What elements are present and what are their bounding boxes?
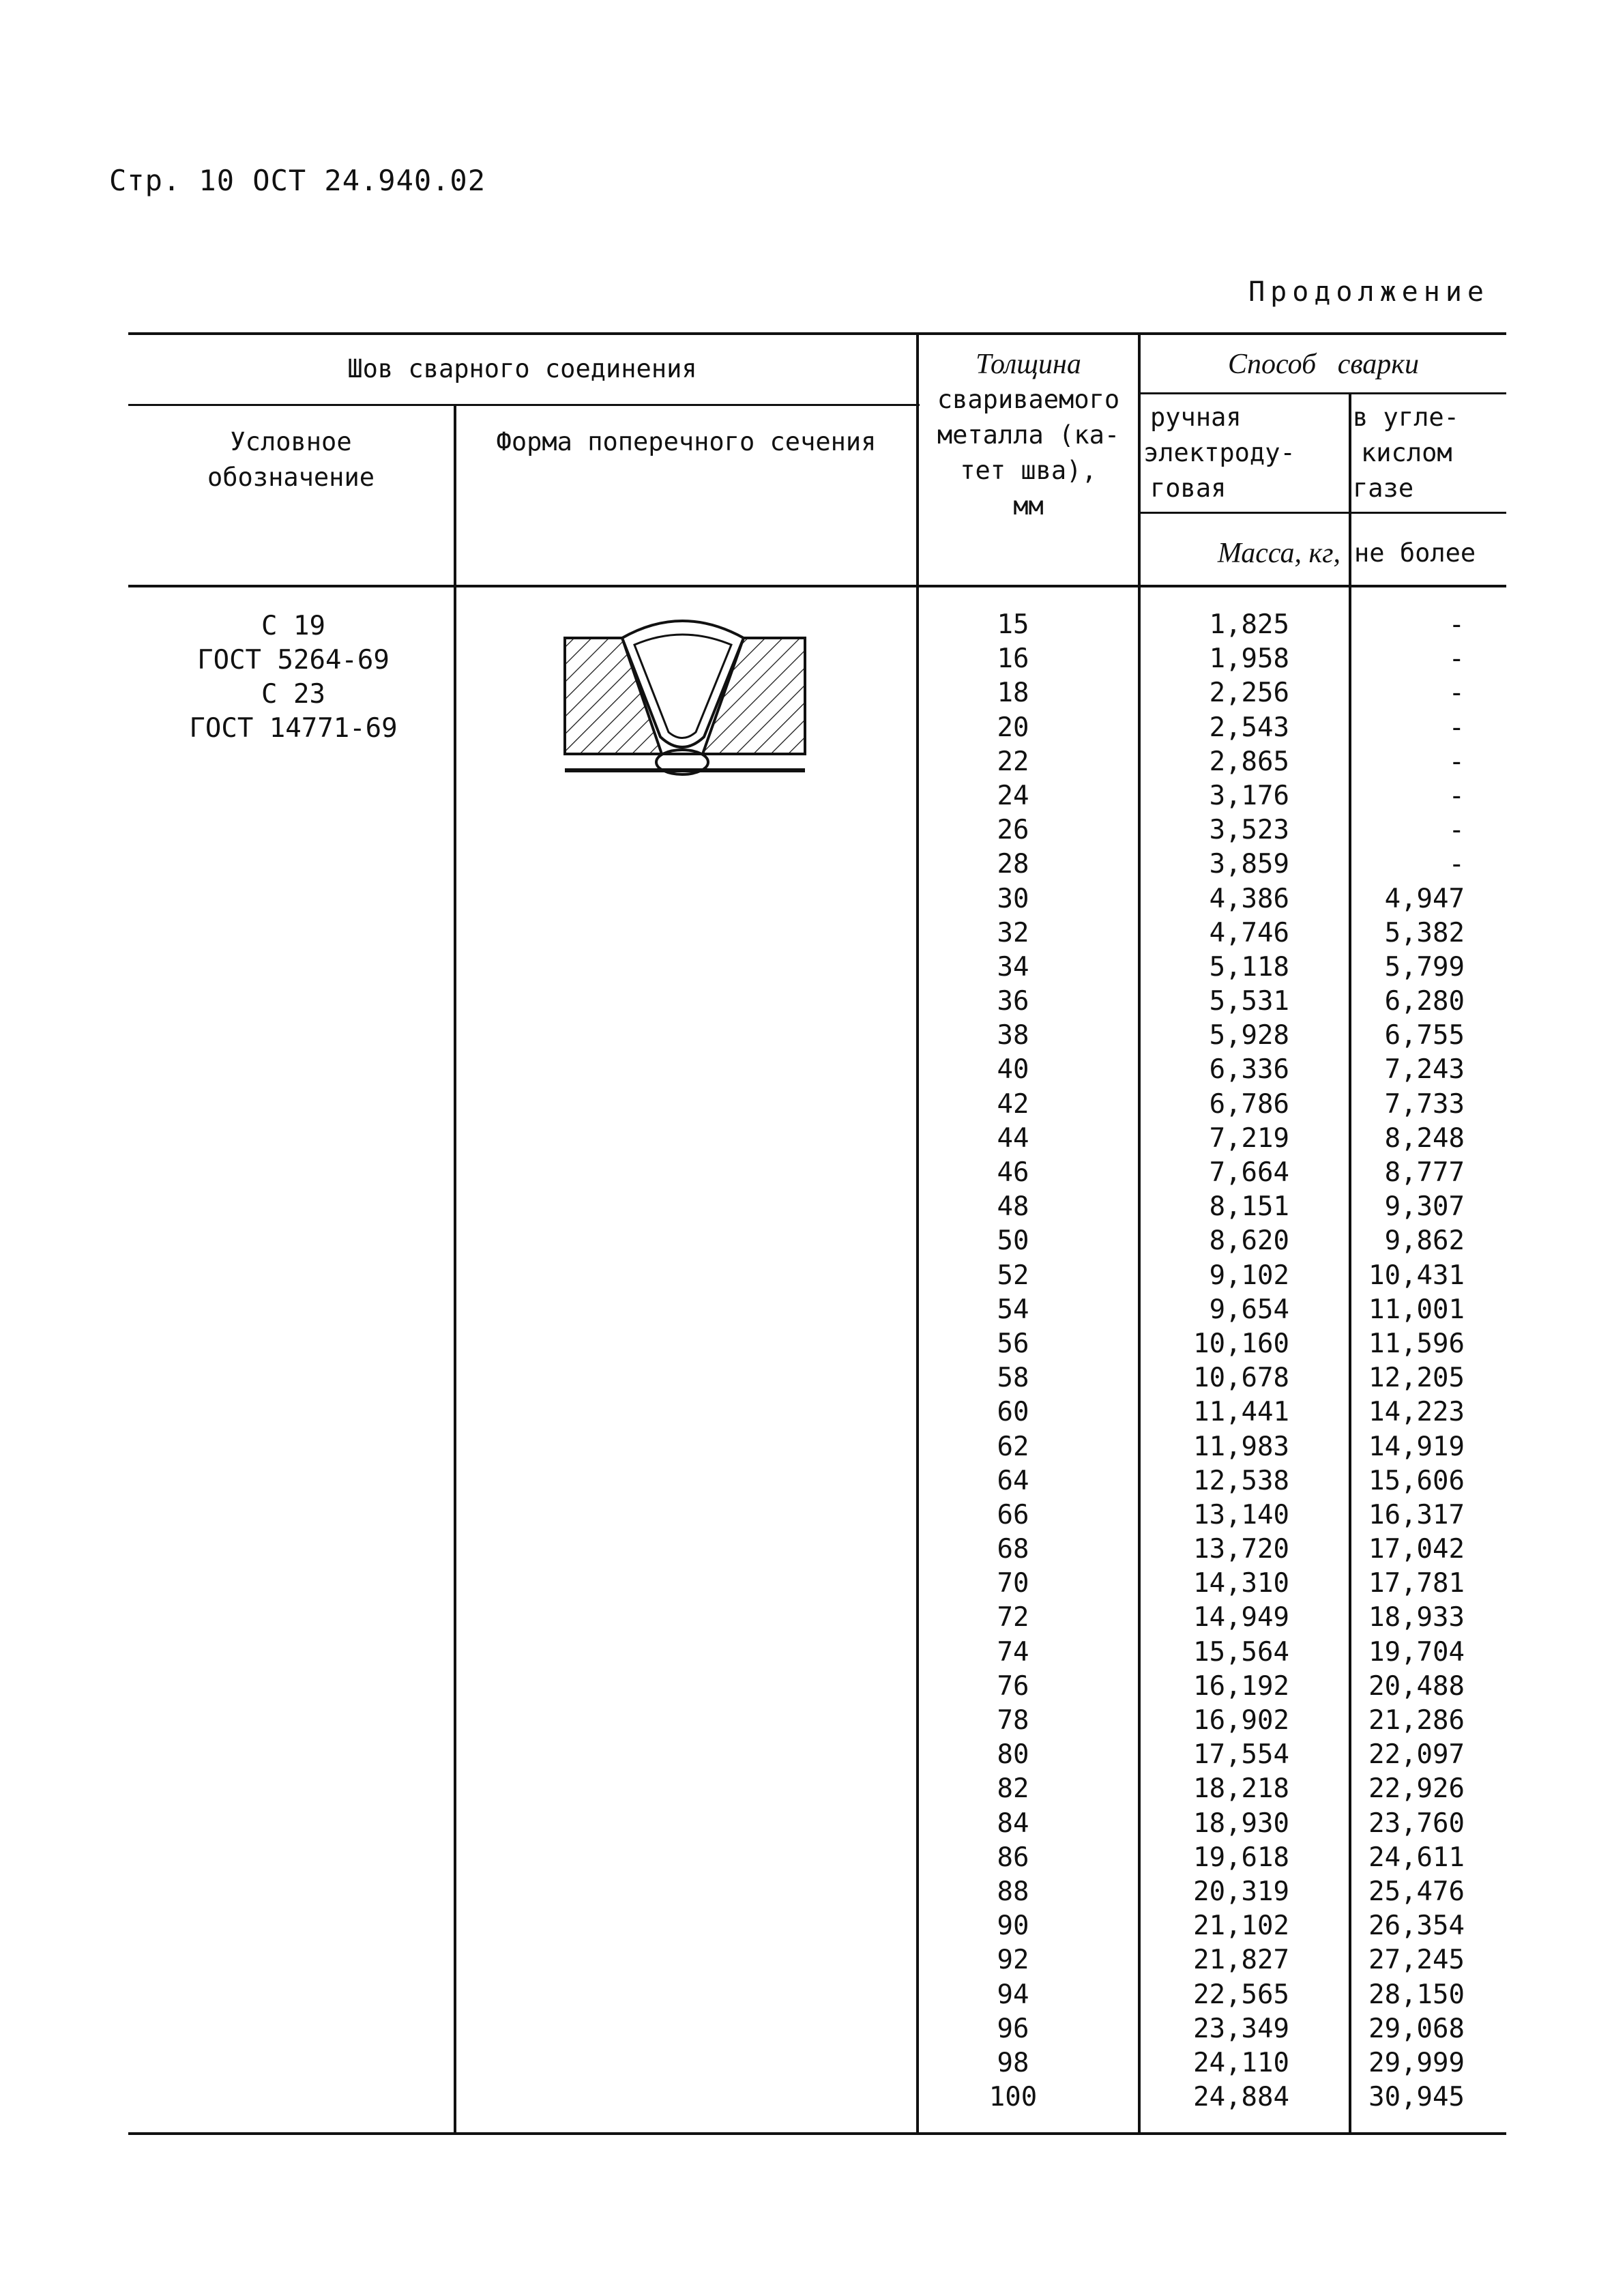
mass-manual-cell: 20,319 <box>1193 1876 1289 1907</box>
mass-manual-cell: 19,618 <box>1193 1842 1289 1873</box>
mass-co2-cell: - <box>1448 643 1465 675</box>
mass-co2-cell: - <box>1448 780 1465 811</box>
mass-co2-cell: 22,097 <box>1368 1739 1465 1771</box>
thickness-cell: 40 <box>997 1054 1029 1086</box>
mass-manual-cell: 1,958 <box>1209 643 1289 675</box>
designation-line-4: ГОСТ 14771-69 <box>189 713 398 744</box>
mass-manual-cell: 22,565 <box>1193 1979 1289 2010</box>
header-mass-label-text: Масса, кг, <box>1217 538 1340 569</box>
thickness-cell: 82 <box>997 1773 1029 1805</box>
header-designation <box>128 424 454 495</box>
mass-co2-cell: 17,042 <box>1368 1534 1465 1565</box>
designation-line-3: С 23 <box>261 679 325 710</box>
mass-manual-cell: 21,827 <box>1193 1945 1289 1976</box>
continuation-label: Продолжение <box>1248 276 1489 308</box>
mass-manual-cell: 7,219 <box>1209 1122 1289 1154</box>
thickness-cell: 70 <box>997 1568 1029 1599</box>
mass-manual-cell: 3,523 <box>1209 815 1289 846</box>
thickness-cell: 74 <box>997 1636 1029 1668</box>
mass-manual-cell: 13,720 <box>1193 1534 1289 1565</box>
mass-co2-cell: 6,280 <box>1384 986 1465 1017</box>
thickness-cell: 52 <box>997 1260 1029 1291</box>
mass-manual-cell: 24,110 <box>1193 2047 1289 2078</box>
mass-co2-cell: 29,068 <box>1368 2013 1465 2044</box>
mass-co2-cell: 4,947 <box>1384 883 1465 914</box>
mass-co2-cell: 15,606 <box>1368 1465 1465 1496</box>
mass-manual-cell: 8,620 <box>1209 1225 1289 1257</box>
header-joint: Шов сварного соединения <box>347 354 697 383</box>
mass-manual-cell: 11,441 <box>1193 1397 1289 1428</box>
mass-co2-cell: 29,999 <box>1368 2047 1465 2078</box>
mass-manual-cell: 3,176 <box>1209 780 1289 811</box>
header-thickness-line-2: свариваемого <box>937 385 1120 414</box>
header-thickness-line-1: Толщина <box>976 349 1081 380</box>
mass-co2-cell: 7,733 <box>1384 1088 1465 1120</box>
mass-manual-column <box>1146 608 1289 2115</box>
mass-manual-cell: 16,902 <box>1193 1705 1289 1736</box>
mass-co2-cell: 18,933 <box>1368 1602 1465 1633</box>
thickness-cell: 80 <box>997 1739 1029 1771</box>
header-manual-line-2: электроду- <box>1143 438 1295 467</box>
thickness-cell: 24 <box>997 780 1029 811</box>
mass-co2-cell: 20,488 <box>1368 1670 1465 1702</box>
thickness-cell: 18 <box>997 678 1029 709</box>
thickness-cell: 20 <box>997 712 1029 743</box>
mass-co2-cell: 12,205 <box>1368 1363 1465 1394</box>
header-co2 <box>1353 400 1506 506</box>
thickness-cell: 44 <box>997 1122 1029 1154</box>
mass-manual-cell: 9,102 <box>1209 1260 1289 1291</box>
thickness-cell: 28 <box>997 849 1029 880</box>
mass-co2-cell: 25,476 <box>1368 1876 1465 1907</box>
mass-manual-cell: 7,664 <box>1209 1157 1289 1188</box>
thickness-cell: 22 <box>997 746 1029 777</box>
mass-manual-cell: 17,554 <box>1193 1739 1289 1771</box>
thickness-cell: 42 <box>997 1088 1029 1120</box>
mass-manual-cell: 5,118 <box>1209 951 1289 983</box>
mass-manual-cell: 15,564 <box>1193 1636 1289 1668</box>
header-thickness-line-5: мм <box>1013 491 1044 521</box>
col-divider-3 <box>1138 332 1141 2134</box>
mass-manual-cell: 3,859 <box>1209 849 1289 880</box>
mass-co2-cell: - <box>1448 678 1465 709</box>
mass-co2-cell: 9,307 <box>1384 1191 1465 1223</box>
header-designation-line-1: Условное <box>230 427 352 456</box>
thickness-cell: 58 <box>997 1363 1029 1394</box>
mass-manual-cell: 2,256 <box>1209 678 1289 709</box>
thickness-cell: 62 <box>997 1431 1029 1462</box>
mass-co2-cell: 24,611 <box>1368 1842 1465 1873</box>
mass-manual-cell: 4,746 <box>1209 917 1289 948</box>
table-bottom-rule <box>128 2132 1506 2135</box>
mass-co2-cell: 11,001 <box>1368 1294 1465 1325</box>
thickness-cell: 60 <box>997 1397 1029 1428</box>
header-thickness-line-3: металла (ка- <box>937 420 1120 450</box>
mass-co2-cell: 21,286 <box>1368 1705 1465 1736</box>
thickness-cell: 15 <box>997 609 1029 640</box>
mass-manual-cell: 2,865 <box>1209 746 1289 777</box>
mass-manual-cell: 14,949 <box>1193 1602 1289 1633</box>
thickness-cell: 32 <box>997 917 1029 948</box>
thickness-cell: 26 <box>997 815 1029 846</box>
thickness-column <box>918 608 1109 2115</box>
mass-co2-cell: 26,354 <box>1368 1910 1465 1942</box>
joint-header-rule <box>128 404 920 406</box>
thickness-cell: 96 <box>997 2013 1029 2044</box>
header-thickness <box>919 347 1138 524</box>
mass-co2-cell: - <box>1448 849 1465 880</box>
thickness-cell: 34 <box>997 951 1029 983</box>
table-top-rule <box>128 332 1506 335</box>
mass-co2-cell: 6,755 <box>1384 1020 1465 1051</box>
thickness-cell: 68 <box>997 1534 1029 1565</box>
mass-manual-cell: 6,786 <box>1209 1088 1289 1120</box>
mass-manual-cell: 23,349 <box>1193 2013 1289 2044</box>
mass-manual-cell: 10,678 <box>1193 1363 1289 1394</box>
thickness-cell: 66 <box>997 1499 1029 1530</box>
thickness-cell: 56 <box>997 1328 1029 1359</box>
mass-co2-cell: 7,243 <box>1384 1054 1465 1086</box>
mass-manual-cell: 2,543 <box>1209 712 1289 743</box>
mass-co2-cell: 9,862 <box>1384 1225 1465 1257</box>
header-mass-label <box>1141 536 1349 572</box>
method-header-rule <box>1139 392 1506 394</box>
mass-co2-cell: 11,596 <box>1368 1328 1465 1359</box>
mass-manual-cell: 5,928 <box>1209 1020 1289 1051</box>
mass-co2-cell: 14,919 <box>1368 1431 1465 1462</box>
mass-manual-cell: 6,336 <box>1209 1054 1289 1086</box>
mass-header-rule <box>1139 512 1506 514</box>
mass-co2-cell: - <box>1448 746 1465 777</box>
thickness-cell: 76 <box>997 1670 1029 1702</box>
designation-cell <box>157 609 430 746</box>
header-manual <box>1143 400 1348 506</box>
header-designation-line-2: обозначение <box>207 463 375 492</box>
thickness-cell: 36 <box>997 986 1029 1017</box>
header-co2-line-3: газе <box>1353 474 1414 503</box>
mass-co2-cell: 30,945 <box>1368 2082 1465 2113</box>
thickness-cell: 30 <box>997 883 1029 914</box>
thickness-cell: 86 <box>997 1842 1029 1873</box>
mass-manual-cell: 5,531 <box>1209 986 1289 1017</box>
thickness-cell: 94 <box>997 1979 1029 2010</box>
mass-co2-cell: - <box>1448 712 1465 743</box>
mass-co2-cell: 14,223 <box>1368 1397 1465 1428</box>
thickness-cell: 50 <box>997 1225 1029 1257</box>
thickness-cell: 84 <box>997 1807 1029 1839</box>
mass-manual-cell: 8,151 <box>1209 1191 1289 1223</box>
header-bottom-rule <box>128 585 1506 587</box>
mass-co2-cell: 19,704 <box>1368 1636 1465 1668</box>
page-header: Стр. 10 ОСТ 24.940.02 <box>109 164 486 197</box>
thickness-cell: 16 <box>997 643 1029 675</box>
thickness-cell: 90 <box>997 1910 1029 1942</box>
header-mass-suffix: не более <box>1354 538 1476 568</box>
mass-co2-cell: - <box>1448 609 1465 640</box>
designation-line-1: С 19 <box>261 611 325 641</box>
thickness-cell: 72 <box>997 1602 1029 1633</box>
mass-manual-cell: 12,538 <box>1193 1465 1289 1496</box>
mass-co2-cell: 5,799 <box>1384 951 1465 983</box>
mass-manual-cell: 4,386 <box>1209 883 1289 914</box>
thickness-cell: 38 <box>997 1020 1029 1051</box>
mass-co2-cell: 8,777 <box>1384 1157 1465 1188</box>
mass-co2-cell: 27,245 <box>1368 1945 1465 1976</box>
mass-manual-cell: 1,825 <box>1209 609 1289 640</box>
mass-manual-cell: 24,884 <box>1193 2082 1289 2113</box>
thickness-cell: 64 <box>997 1465 1029 1496</box>
mass-manual-cell: 13,140 <box>1193 1499 1289 1530</box>
mass-co2-cell: 10,431 <box>1368 1260 1465 1291</box>
thickness-cell: 98 <box>997 2047 1029 2078</box>
header-co2-line-1: в угле- <box>1353 403 1459 432</box>
col-divider-1 <box>454 404 456 2134</box>
mass-manual-cell: 9,654 <box>1209 1294 1289 1325</box>
thickness-cell: 46 <box>997 1157 1029 1188</box>
mass-co2-cell: 23,760 <box>1368 1807 1465 1839</box>
col-divider-4 <box>1349 392 1351 2134</box>
mass-manual-cell: 11,983 <box>1193 1431 1289 1462</box>
mass-co2-cell: 16,317 <box>1368 1499 1465 1530</box>
mass-co2-cell: 8,248 <box>1384 1122 1465 1154</box>
mass-co2-cell: 22,926 <box>1368 1773 1465 1805</box>
header-co2-line-2: кислом <box>1361 438 1452 467</box>
weld-cross-section-sketch <box>559 617 812 795</box>
mass-co2-cell: 17,781 <box>1368 1568 1465 1599</box>
thickness-cell: 54 <box>997 1294 1029 1325</box>
header-method: Способ сварки <box>1228 349 1419 380</box>
mass-manual-cell: 14,310 <box>1193 1568 1289 1599</box>
mass-co2-cell: 5,382 <box>1384 917 1465 948</box>
mass-manual-cell: 10,160 <box>1193 1328 1289 1359</box>
thickness-cell: 92 <box>997 1945 1029 1976</box>
mass-manual-cell: 21,102 <box>1193 1910 1289 1942</box>
designation-line-2: ГОСТ 5264-69 <box>197 645 390 675</box>
thickness-cell: 100 <box>988 2082 1038 2113</box>
mass-co2-column <box>1354 608 1465 2115</box>
mass-co2-cell: - <box>1448 815 1465 846</box>
header-section-shape: Форма поперечного сечения <box>496 427 877 456</box>
mass-manual-cell: 16,192 <box>1193 1670 1289 1702</box>
mass-manual-cell: 18,930 <box>1193 1807 1289 1839</box>
header-thickness-line-4: тет шва), <box>960 456 1097 485</box>
mass-manual-cell: 18,218 <box>1193 1773 1289 1805</box>
mass-co2-cell: 28,150 <box>1368 1979 1465 2010</box>
thickness-cell: 78 <box>997 1705 1029 1736</box>
header-manual-line-3: говая <box>1150 474 1227 503</box>
header-manual-line-1: ручная <box>1150 403 1242 432</box>
thickness-cell: 88 <box>997 1876 1029 1907</box>
thickness-cell: 48 <box>997 1191 1029 1223</box>
